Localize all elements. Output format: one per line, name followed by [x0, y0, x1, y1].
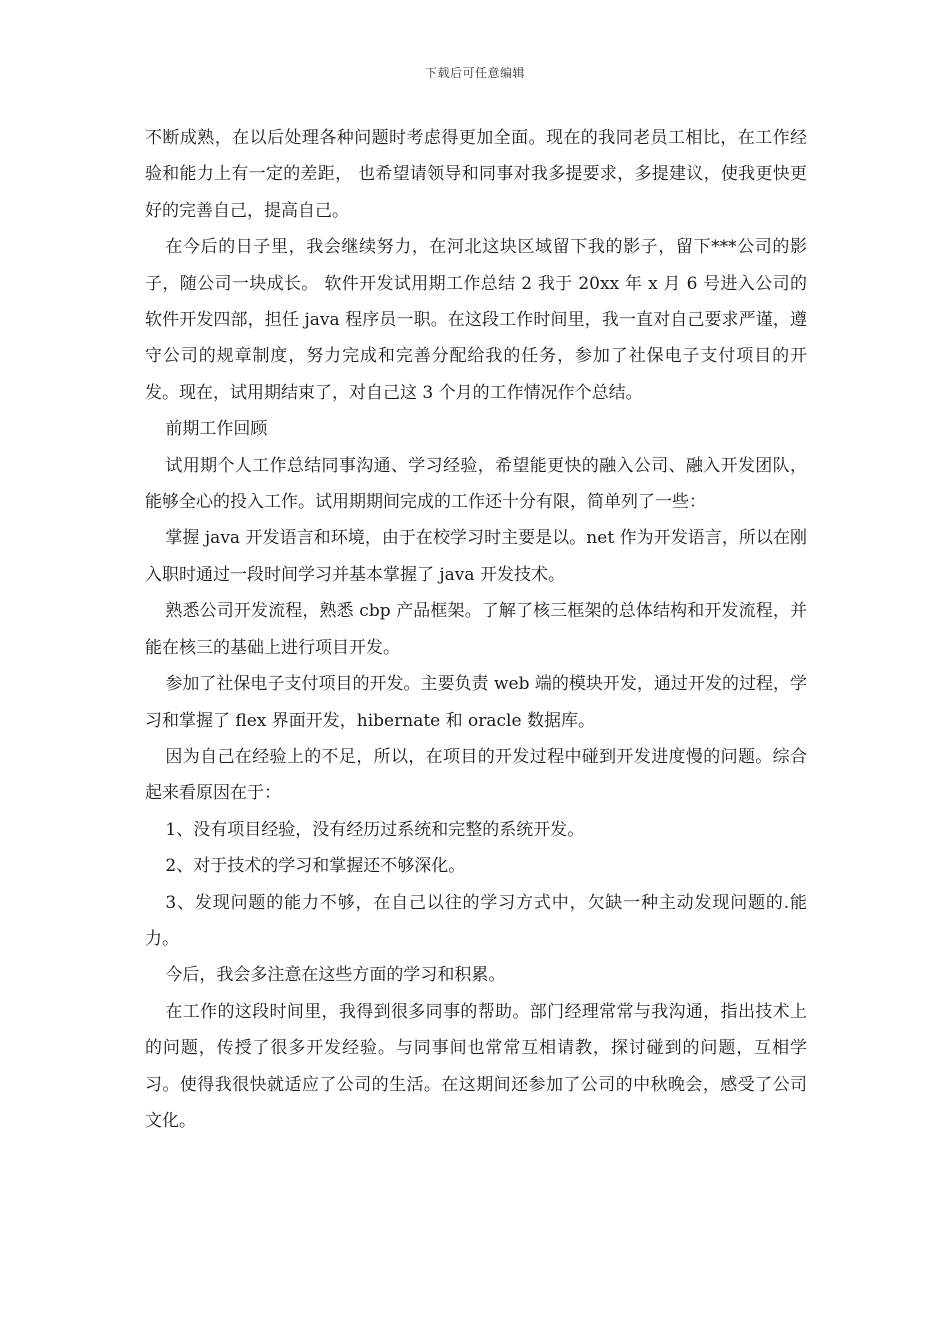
paragraph-3-heading: 前期工作回顾 — [165, 419, 268, 440]
paragraph-1: 不断成熟，在以后处理各种问题时考虑得更加全面。现在的我同老员工相比，在工作经验和能力上有一定的差距， 也希望请领导和同事对我多提要求，多提建议，使我更快更好的完善自己，提高自己。 — [145, 128, 807, 221]
paragraph-6: 熟悉公司开发流程，熟悉 cbp 产品框架。了解了核三框架的总体结构和开发流程，并能在核三的基础上进行项目开发。 — [145, 601, 807, 658]
page-header: 下载后可任意编辑 — [424, 66, 525, 80]
document-body — [145, 120, 807, 1139]
paragraph-12: 今后，我会多注意在这些方面的学习和积累。 — [165, 965, 506, 986]
paragraph-5: 掌握 java 开发语言和环境，由于在校学习时主要是以。net 作为开发语言，所以在刚入职时通过一段时间学习并基本掌握了 java 开发技术。 — [145, 528, 807, 585]
list-item-2: 2、对于技术的学习和掌握还不够深化。 — [165, 856, 466, 877]
list-item-1: 1、没有项目经验，没有经历过系统和完整的系统开发。 — [165, 819, 585, 840]
paragraph-2: 在今后的日子里，我会继续努力，在河北这块区域留下我的影子，留下***公司的影子，随公司一块成长。 软件开发试用期工作总结 2 我于 20xx 年 x 月 6 号进入公司的软件开发四部，担任 java 程序员一职。在这段工作时间里，我一直对自己要求严谨，遵守公司的规章制度，努力完成和完善分配给我的任务，参加了社保电子支付项目的开发。现在，试用期结束了，对自己这 3 个月的工作情况作个总结。 — [145, 237, 807, 403]
list-item-3: 3、发现问题的能力不够，在自己以往的学习方式中，欠缺一种主动发现问题的.能力。 — [145, 892, 807, 949]
paragraph-13: 在工作的这段时间里，我得到很多同事的帮助。部门经理常常与我沟通，指出技术上的问题，传授了很多开发经验。与同事间也常常互相请教，探讨碰到的问题，互相学习。使得我很快就适应了公司的生活。在这期间还参加了公司的中秋晚会，感受了公司文化。 — [145, 1001, 807, 1131]
paragraph-7: 参加了社保电子支付项目的开发。主要负责 web 端的模块开发，通过开发的过程，学习和掌握了 flex 界面开发，hibernate 和 oracle 数据库。 — [145, 674, 807, 731]
paragraph-8: 因为自己在经验上的不足，所以，在项目的开发过程中碰到开发进度慢的问题。综合起来看原因在于： — [145, 746, 807, 804]
paragraph-4: 试用期个人工作总结同事沟通、学习经验，希望能更快的融入公司、融入开发团队，能够全心的投入工作。试用期期间完成的工作还十分有限，简单列了一些： — [145, 455, 807, 513]
